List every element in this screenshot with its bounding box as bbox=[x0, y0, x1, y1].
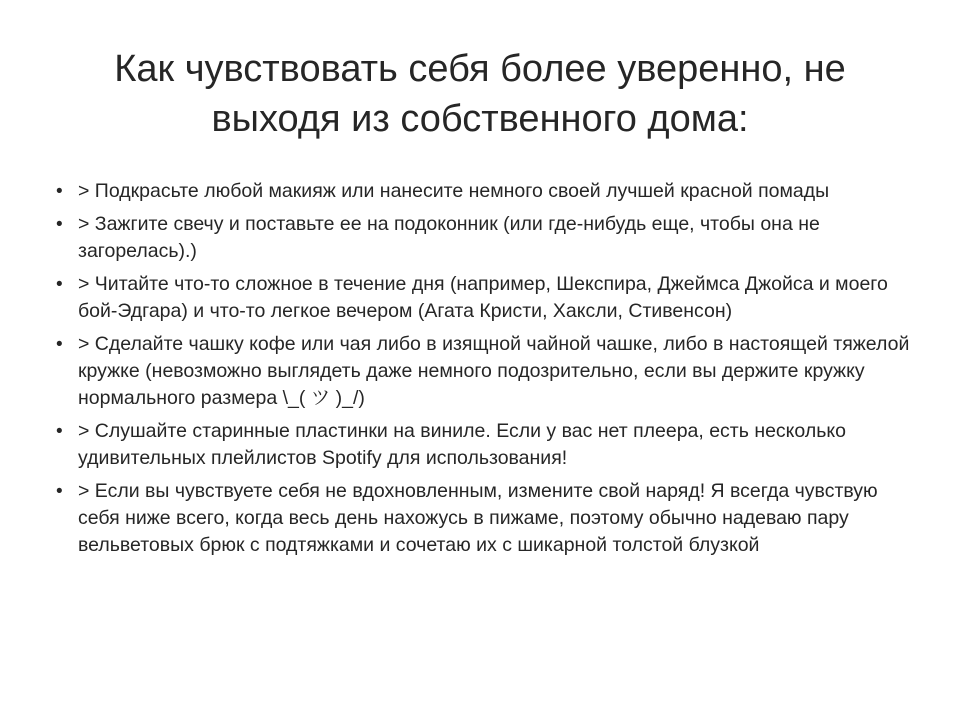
bullet-dot-icon: • bbox=[56, 421, 63, 442]
bullet-dot-icon: • bbox=[56, 334, 63, 355]
bullet-text: > Зажгите свечу и поставьте ее на подоконник (или где-нибудь еще, чтобы она не загорелась).) bbox=[78, 213, 820, 262]
bullet-text: > Слушайте старинные пластинки на виниле. Если у вас нет плеера, есть несколько удивительных плейлистов Spotify для использования! bbox=[78, 420, 846, 469]
list-item bbox=[54, 478, 914, 559]
bullet-text: > Сделайте чашку кофе или чая либо в изящной чайной чашке, либо в настоящей тяжелой кружке (невозможно выглядеть даже немного подозрительно, если вы держите кружку нормального размера \_( ツ )_/) bbox=[78, 333, 910, 409]
bullet-text: > Читайте что-то сложное в течение дня (например, Шекспира, Джеймса Джойса и моего бой-Эдгара) и что-то легкое вечером (Агата Кристи, Хаксли, Стивенсон) bbox=[78, 273, 888, 322]
list-item bbox=[54, 211, 914, 265]
bullet-text: > Если вы чувствуете себя не вдохновленным, измените свой наряд! Я всегда чувствую себя ниже всего, когда весь день нахожусь в пижаме, поэтому обычно надеваю пару вельветовых брюк с подтяжками и сочетаю их с шикарной толстой блузкой bbox=[78, 480, 878, 556]
list-item bbox=[54, 418, 914, 472]
bullet-text: > Подкрасьте любой макияж или нанесите немного своей лучшей красной помады bbox=[78, 180, 830, 202]
bullet-dot-icon: • bbox=[56, 181, 63, 202]
list-item bbox=[54, 331, 914, 412]
list-item bbox=[54, 178, 914, 205]
bullet-dot-icon: • bbox=[56, 481, 63, 502]
bullet-dot-icon: • bbox=[56, 274, 63, 295]
bullet-list bbox=[54, 178, 914, 565]
bullet-dot-icon: • bbox=[56, 214, 63, 235]
list-item bbox=[54, 271, 914, 325]
slide-title: Как чувствовать себя более уверенно, не выходя из собственного дома: bbox=[114, 48, 846, 140]
